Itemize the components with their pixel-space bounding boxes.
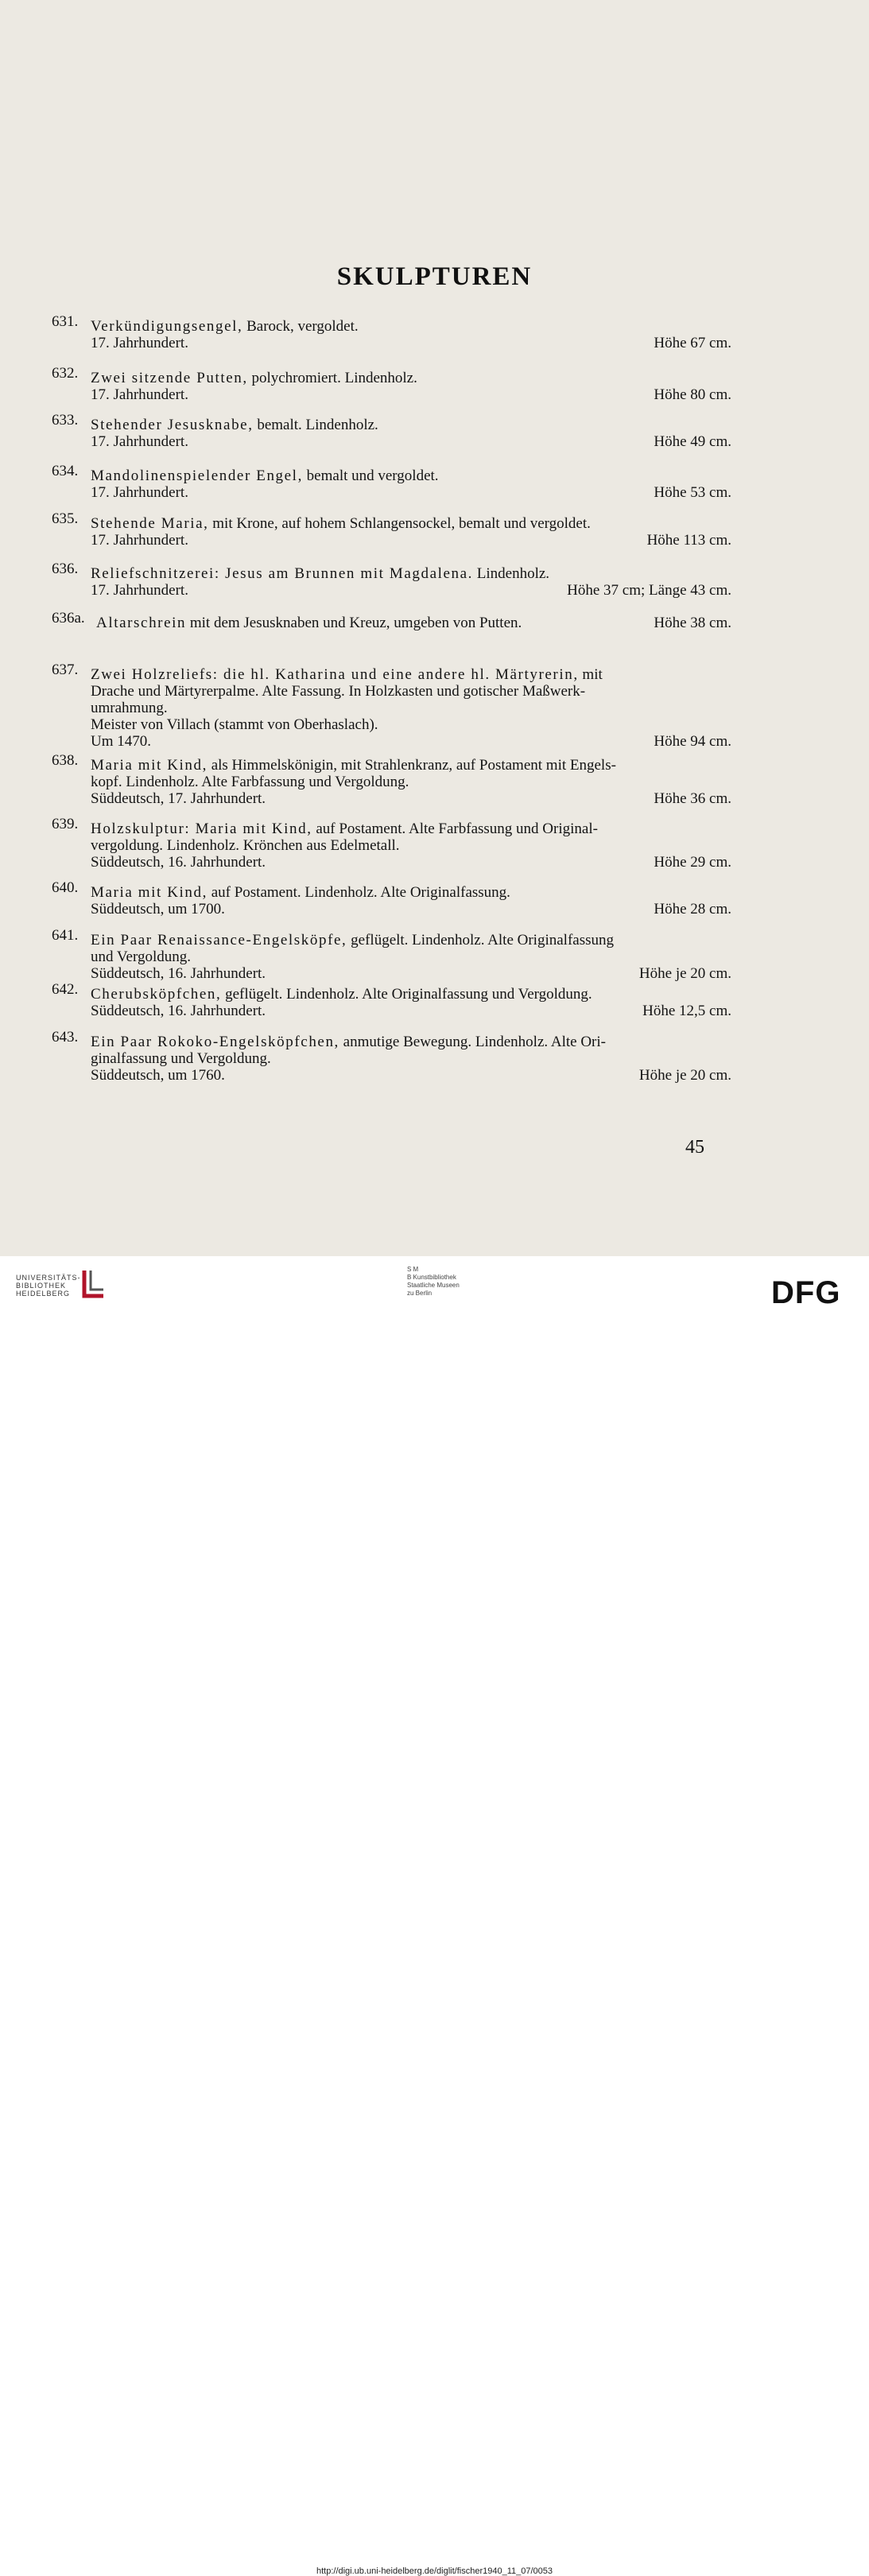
smb-logo-line: zu Berlin bbox=[407, 1290, 433, 1297]
catalogue-entry bbox=[52, 927, 731, 982]
entry-title: Ein Paar Rokoko-Engelsköpfchen, bbox=[91, 1034, 339, 1050]
entry-number: 638. bbox=[52, 752, 79, 769]
entry-number: 640. bbox=[52, 879, 79, 896]
entry-line: vergoldung. Lindenholz. Krönchen aus Edelmetall. bbox=[91, 837, 400, 854]
entry-origin: Süddeutsch, 16. Jahrhundert. bbox=[91, 1003, 266, 1019]
entry-number: 641. bbox=[52, 927, 79, 944]
catalogue-entry bbox=[52, 561, 731, 599]
catalogue-entry bbox=[52, 412, 731, 450]
entry-line: ginalfassung und Vergoldung. bbox=[91, 1050, 271, 1067]
entry-height: Höhe 36 cm. bbox=[654, 790, 731, 807]
entry-title: Stehende Maria, bbox=[91, 515, 209, 532]
entry-number: 633. bbox=[52, 412, 79, 429]
entry-height: Höhe 29 cm. bbox=[654, 854, 731, 871]
entry-height: Höhe 80 cm. bbox=[654, 386, 731, 403]
entry-height: Höhe 53 cm. bbox=[654, 484, 731, 501]
entry-title: Maria mit Kind, bbox=[91, 757, 208, 774]
entry-origin: 17. Jahrhundert. bbox=[91, 335, 188, 351]
entry-description: geflügelt. Lindenholz. Alte Originalfassung und Vergoldung. bbox=[221, 986, 592, 1003]
entry-height: Höhe 28 cm. bbox=[654, 901, 731, 918]
entry-description: anmutige Bewegung. Lindenholz. Alte Ori- bbox=[339, 1034, 606, 1050]
entry-title: Maria mit Kind, bbox=[91, 884, 208, 901]
entry-line: Drache und Märtyrerpalme. Alte Fassung. In Holzkasten und gotischer Maßwerk- bbox=[91, 683, 586, 700]
entry-title: Verkündigungsengel, bbox=[91, 318, 243, 335]
entry-line: kopf. Lindenholz. Alte Farbfassung und Vergoldung. bbox=[91, 774, 409, 790]
catalogue-entry bbox=[52, 610, 731, 631]
entry-height: Höhe je 20 cm. bbox=[638, 965, 731, 982]
entry-height: Höhe 67 cm. bbox=[654, 335, 731, 351]
entry-origin: 17. Jahrhundert. bbox=[91, 532, 188, 549]
entry-origin: 17. Jahrhundert. bbox=[91, 386, 188, 403]
scanned-page bbox=[0, 0, 869, 1256]
entry-description: Lindenholz. bbox=[473, 565, 550, 582]
entry-origin: Süddeutsch, um 1700. bbox=[91, 901, 225, 918]
entry-description: auf Postament. Alte Farbfassung und Original- bbox=[312, 821, 598, 837]
smb-logo-line: B Kunstbibliothek bbox=[407, 1274, 456, 1281]
entry-number: 631. bbox=[52, 313, 79, 330]
entry-number: 632. bbox=[52, 365, 79, 382]
catalogue-entry bbox=[52, 1029, 731, 1084]
entry-title: Stehender Jesusknabe, bbox=[91, 417, 254, 433]
entry-height: Höhe 12,5 cm. bbox=[642, 1003, 731, 1019]
entry-title: Zwei Holzreliefs: die hl. Katharina und eine andere hl. Märtyrerin, bbox=[91, 666, 579, 683]
ub-mark-icon bbox=[80, 1267, 108, 1299]
catalogue-entry bbox=[52, 981, 731, 1019]
ub-logo-line: UNIVERSITÄTS- bbox=[16, 1274, 81, 1282]
entry-line: und Vergoldung. bbox=[91, 949, 191, 965]
entry-origin: 17. Jahrhundert. bbox=[91, 484, 188, 501]
entry-description: polychromiert. Lindenholz. bbox=[247, 370, 417, 386]
entry-number: 639. bbox=[52, 816, 79, 832]
entry-height: Höhe 49 cm. bbox=[654, 433, 731, 450]
source-url-link[interactable]: http://digi.ub.uni-heidelberg.de/diglit/fischer1940_11_07/0053 bbox=[316, 2566, 553, 2576]
entry-title: Holzskulptur: Maria mit Kind, bbox=[91, 821, 312, 837]
dfg-logo[interactable]: DFG bbox=[771, 1275, 841, 1310]
entry-title: Altarschrein bbox=[96, 615, 187, 631]
entry-description: mit Krone, auf hohem Schlangensockel, bemalt und vergoldet. bbox=[208, 515, 591, 532]
catalogue-entry bbox=[52, 661, 731, 750]
smb-logo-line: S M bbox=[407, 1266, 419, 1273]
entry-description: als Himmelskönigin, mit Strahlenkranz, auf Postament mit Engels- bbox=[207, 757, 616, 774]
catalogue-entry bbox=[52, 510, 731, 549]
page-number: 45 bbox=[685, 1137, 704, 1158]
entry-description: bemalt und vergoldet. bbox=[302, 467, 439, 484]
entry-title: Reliefschnitzerei: Jesus am Brunnen mit Magdalena. bbox=[91, 565, 473, 582]
entry-origin: Süddeutsch, 17. Jahrhundert. bbox=[91, 790, 266, 807]
entry-number: 636. bbox=[52, 561, 79, 577]
entry-height: Höhe 113 cm. bbox=[646, 532, 731, 549]
entry-description: bemalt. Lindenholz. bbox=[253, 417, 378, 433]
entry-origin: 17. Jahrhundert. bbox=[91, 433, 188, 450]
entry-height: Höhe 37 cm; Länge 43 cm. bbox=[567, 582, 731, 599]
page-title: SKULPTUREN bbox=[336, 262, 533, 291]
entry-title: Mandolinenspielender Engel, bbox=[91, 467, 303, 484]
catalogue-entry bbox=[52, 313, 731, 351]
ub-logo-line: BIBLIOTHEK bbox=[16, 1282, 67, 1290]
entry-origin: 17. Jahrhundert. bbox=[91, 582, 188, 599]
footer-bar bbox=[0, 1256, 869, 2576]
catalogue-entry bbox=[52, 816, 731, 871]
entry-title: Cherubsköpfchen, bbox=[91, 986, 222, 1003]
catalogue-entry bbox=[52, 463, 731, 501]
entry-number: 635. bbox=[52, 510, 79, 527]
entry-title: Zwei sitzende Putten, bbox=[91, 370, 248, 386]
entry-height: Höhe je 20 cm. bbox=[638, 1067, 731, 1084]
entry-origin: Süddeutsch, 16. Jahrhundert. bbox=[91, 854, 266, 871]
catalogue-entry bbox=[52, 752, 731, 807]
entry-description: Barock, vergoldet. bbox=[242, 318, 359, 335]
entry-line: Meister von Villach (stammt von Oberhaslach). bbox=[91, 716, 378, 733]
entry-line: umrahmung. bbox=[91, 700, 168, 716]
entry-number: 634. bbox=[52, 463, 79, 479]
smb-logo-line: Staatliche Museen bbox=[407, 1282, 460, 1289]
entry-number: 636a. bbox=[52, 610, 85, 627]
entry-description: auf Postament. Lindenholz. Alte Originalfassung. bbox=[207, 884, 510, 901]
entry-description: mit bbox=[578, 666, 603, 683]
entry-origin: Süddeutsch, 16. Jahrhundert. bbox=[91, 965, 266, 982]
catalogue-entry bbox=[52, 879, 731, 918]
entry-origin: Süddeutsch, um 1760. bbox=[91, 1067, 225, 1084]
entry-title: Ein Paar Renaissance-Engelsköpfe, bbox=[91, 932, 347, 949]
entry-description: mit dem Jesusknaben und Kreuz, umgeben von Putten. bbox=[186, 615, 522, 631]
entry-height: Höhe 38 cm. bbox=[654, 615, 731, 631]
catalogue-entry bbox=[52, 365, 731, 403]
entry-description: geflügelt. Lindenholz. Alte Originalfassung bbox=[347, 932, 614, 949]
entry-number: 637. bbox=[52, 661, 79, 678]
entry-height: Höhe 94 cm. bbox=[654, 733, 731, 750]
smb-logo[interactable] bbox=[407, 1266, 526, 1298]
entry-origin: Um 1470. bbox=[91, 733, 151, 750]
entry-number: 642. bbox=[52, 981, 79, 998]
ub-logo-line: HEIDELBERG bbox=[16, 1290, 71, 1298]
entry-number: 643. bbox=[52, 1029, 79, 1046]
